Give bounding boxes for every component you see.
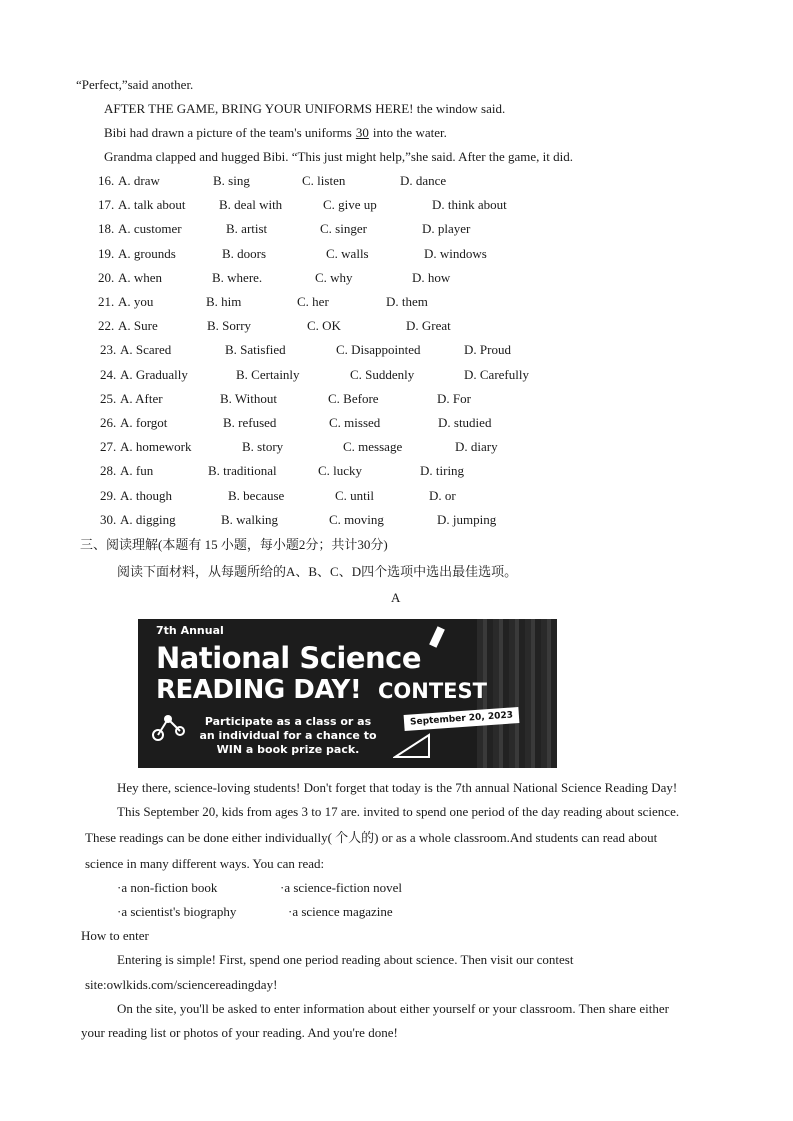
option-d: D. player (422, 221, 471, 237)
question-number: 16. (98, 173, 115, 188)
question-number: 29. (100, 487, 117, 503)
story-line-3 (104, 125, 447, 141)
question-number: 24. (100, 366, 117, 382)
option-d: D. For (437, 390, 471, 406)
option-a: A. homework (120, 439, 192, 455)
option-a: A. After (120, 390, 163, 406)
option-d: D. windows (424, 245, 487, 261)
option-c: C. moving (329, 511, 384, 527)
option-b: B. deal with (219, 197, 283, 213)
option-b: B. artist (226, 221, 268, 237)
ruler-icon (393, 731, 433, 761)
option-b: B. Satisfied (225, 342, 286, 358)
option-a: A. customer (118, 221, 182, 237)
option-a: A. talk about (118, 197, 186, 213)
pencil-icon (425, 625, 451, 653)
option-d: D. studied (438, 415, 492, 430)
passage-label: A (391, 590, 401, 605)
how-to-enter-heading: How to enter (81, 928, 149, 943)
option-a: A. digging (120, 511, 176, 527)
option-a: A. forgot (120, 415, 168, 430)
bullet-biography: ·a scientist's biography (117, 904, 237, 919)
contest-banner (138, 619, 557, 768)
option-d: D. them (386, 294, 428, 309)
option-b: B. Sorry (207, 318, 252, 334)
section-heading: 三、阅读理解(本题有 15 小题，每小题2分；共计30分) (80, 537, 388, 552)
option-a: A. fun (120, 463, 154, 479)
option-c: C. listen (302, 173, 346, 188)
passage-p4-line2: your reading list or photos of your reading. And you're done! (81, 1025, 398, 1040)
contest-site-link: site:owlkids.com/sciencereadingday! (85, 977, 278, 992)
question-number: 30. (100, 511, 117, 527)
option-b: B. Without (220, 390, 278, 406)
option-a: A. Scared (120, 342, 172, 358)
banner-desc-1: Participate as a class or as (204, 715, 372, 728)
option-d: D. Carefully (464, 366, 529, 382)
question-number: 28. (100, 463, 117, 479)
banner-annual: 7th Annual (156, 624, 224, 637)
option-c: C. OK (307, 318, 341, 334)
passage-p2-line3: science in many different ways. You can read: (85, 856, 325, 871)
bullet-magazine: ·a science magazine (288, 904, 393, 919)
option-b: B. him (206, 294, 242, 309)
banner-title-2: READING DAY! (156, 675, 362, 705)
option-c: C. missed (329, 415, 381, 430)
option-d: D. think about (432, 197, 507, 213)
question-number: 25. (100, 390, 117, 406)
option-c: C. Before (328, 390, 379, 406)
question-number: 22. (98, 318, 115, 334)
banner-title-3: CONTEST (378, 679, 487, 703)
banner-desc-3: WIN a book prize pack. (216, 743, 360, 756)
option-c: C. until (335, 487, 375, 503)
blank-30: 30 (355, 125, 369, 140)
question-number: 26. (100, 415, 117, 430)
section-instruction: 阅读下面材料，从每题所给的A、B、C、D四个选项中选出最佳选项。 (117, 564, 518, 579)
passage-p3-line1: Entering is simple! First, spend one period reading about science. Then visit our contest (117, 952, 574, 967)
option-a: A. you (118, 294, 154, 309)
option-d: D. how (412, 269, 451, 285)
option-d: D. jumping (437, 511, 497, 527)
question-number: 27. (100, 439, 117, 455)
option-d: D. Great (406, 318, 451, 334)
option-c: C. her (297, 294, 329, 309)
bullet-non-fiction: ·a non-fiction book (117, 880, 218, 895)
question-number: 18. (98, 221, 115, 237)
option-c: C. Disappointed (336, 342, 421, 358)
story-line-3-post: into the water. (372, 125, 447, 140)
option-d: D. Proud (464, 342, 511, 358)
option-c: C. why (315, 269, 353, 285)
option-a: A. grounds (118, 245, 176, 261)
option-b: B. traditional (208, 463, 277, 479)
option-b: B. because (228, 487, 285, 503)
passage-p2-line1: This September 20, kids from ages 3 to 17 are. invited to spend one period of the day reading about science. (117, 804, 680, 819)
story-line-1: “Perfect,”said another. (76, 77, 194, 92)
question-number: 21. (98, 294, 115, 309)
option-b: B. doors (222, 245, 267, 261)
passage-p2-line2: These readings can be done either individually( 个人的) or as a whole classroom.And students can read about (85, 830, 658, 845)
bookshelf-decoration (477, 619, 557, 768)
question-number: 17. (98, 197, 115, 213)
bullet-sci-fi: ·a science-fiction novel (280, 880, 402, 895)
option-d: D. tiring (420, 463, 465, 479)
option-d: D. or (429, 487, 456, 503)
option-b: B. sing (213, 173, 250, 188)
option-b: B. where. (212, 269, 263, 285)
story-line-2: AFTER THE GAME, BRING YOUR UNIFORMS HERE! the window said. (104, 101, 506, 116)
option-d: D. diary (455, 439, 498, 455)
story-line-4: Grandma clapped and hugged Bibi. “This just might help,”she said. After the game, it did. (104, 149, 573, 164)
option-b: B. Certainly (236, 366, 300, 382)
option-c: C. give up (323, 197, 377, 213)
option-a: A. Sure (118, 318, 158, 334)
option-a: A. Gradually (120, 366, 188, 382)
question-number: 23. (100, 342, 117, 358)
question-number: 20. (98, 269, 115, 285)
molecule-icon (148, 707, 188, 747)
option-c: C. walls (326, 245, 369, 261)
story-line-3-pre: Bibi had drawn a picture of the team's uniforms (104, 125, 352, 140)
option-d: D. dance (400, 173, 447, 188)
option-b: B. story (242, 439, 284, 455)
option-c: C. singer (320, 221, 367, 237)
passage-p1: Hey there, science-loving students! Don't forget that today is the 7th annual National Science Reading Day! (117, 780, 678, 795)
option-a: A. though (120, 487, 172, 503)
banner-description (188, 715, 388, 757)
banner-date: September 20, 2023 (404, 707, 520, 731)
option-a: A. when (118, 269, 163, 285)
option-c: C. message (343, 439, 403, 455)
option-c: C. lucky (318, 463, 363, 479)
passage-p4-line1: On the site, you'll be asked to enter information about either yourself or your classroom. Then share either (117, 1001, 669, 1016)
question-number: 19. (98, 245, 115, 261)
option-b: B. walking (221, 511, 279, 527)
option-c: C. Suddenly (350, 366, 415, 382)
banner-title-1: National Science (156, 641, 422, 675)
option-b: B. refused (223, 415, 277, 430)
option-a: A. draw (118, 173, 160, 188)
banner-desc-2: an individual for a chance to (199, 729, 377, 742)
